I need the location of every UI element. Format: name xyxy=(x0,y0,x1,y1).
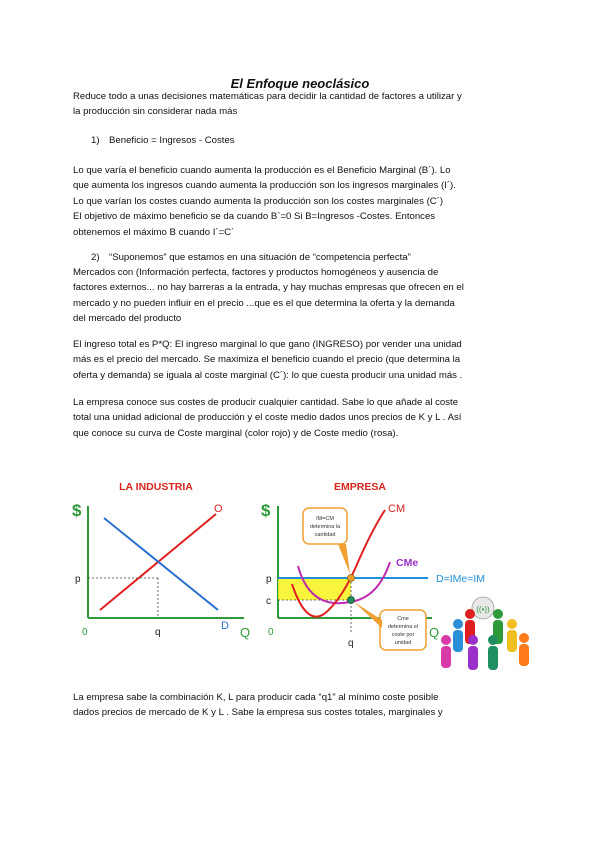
text-line: dados precios de mercado de K y L . Sabe la empresa sus costes totales, marginales y xyxy=(73,707,443,719)
text-line: Lo que varían los costes cuando aumenta la producción son los costes marginales (C´) xyxy=(73,195,444,207)
callout-bottom-line: unidad xyxy=(394,640,412,646)
text-line: El objetivo de máximo beneficio se da cuando B`=0 Si B=Ingresos -Costes. Entonces xyxy=(73,211,436,223)
list-item-2 xyxy=(91,250,531,265)
list-text: Beneficio = Ingresos - Costes xyxy=(109,135,235,146)
callout-top-line: IM=CM xyxy=(316,516,334,522)
industria-origin-label: 0 xyxy=(82,627,88,638)
empresa-x-axis-label: Q xyxy=(429,625,440,640)
list-number: 1) xyxy=(91,135,100,146)
callout-bottom-line: Cme xyxy=(397,616,409,622)
svg-text:((•)): ((•)) xyxy=(476,605,490,614)
marginal-paragraph xyxy=(73,163,533,240)
text-line: que aumenta los ingresos cuando aumenta la producción son los ingresos marginales (I´). xyxy=(73,180,456,192)
industria-x-axis-label: Q xyxy=(240,625,251,640)
intro-paragraph xyxy=(73,89,533,120)
list-number: 2) xyxy=(91,252,100,263)
empresa-p-label: p xyxy=(266,574,272,585)
industria-p-label: p xyxy=(75,574,81,585)
text-line: factores externos... no hay barreras a la entrada, y hay muchas empresas que ofrecen en el xyxy=(73,282,464,294)
demand-label: D=IMe=IM xyxy=(436,573,486,585)
page-title: El Enfoque neoclásico xyxy=(230,76,370,91)
equilibrium-point xyxy=(348,575,355,582)
callout-bottom-line: determina el xyxy=(387,624,419,630)
text-line: oferta y demanda) se iguala al coste marginal (C´): lo que cuesta producir una unidad más . xyxy=(73,369,463,381)
costes-paragraph xyxy=(73,395,533,441)
industria-supply-label: O xyxy=(214,503,223,515)
economics-figure xyxy=(60,474,550,686)
text-line: La empresa conoce sus costes de producir cualquier cantidad. Sabe lo que añade al coste xyxy=(73,397,459,408)
industria-demand-label: D xyxy=(221,620,229,632)
text-line: Lo que varía el beneficio cuando aumenta la producción es el Beneficio Marginal (B´). Lo xyxy=(73,165,451,176)
marginal-cost-label: CM xyxy=(388,503,406,515)
list-text: “Suponemos” que estamos en una situación de “competencia perfecta” xyxy=(109,252,411,263)
average-cost-label: CMe xyxy=(396,557,419,569)
callout-bottom-line: coste por xyxy=(391,632,415,638)
industria-y-axis-label: $ xyxy=(72,501,82,520)
empresa-title: EMPRESA xyxy=(334,481,386,493)
text-line: que conoce su curva de Coste marginal (color rojo) y de Coste medio (rosa). xyxy=(73,427,399,439)
text-line: El ingreso total es P*Q: El ingreso marginal lo que gano (INGRESO) por vender una unidad xyxy=(73,339,462,350)
text-line: Mercados con (Información perfecta, factores y productos homogéneos y ausencia de xyxy=(73,267,439,278)
industria-title: LA INDUSTRIA xyxy=(119,481,193,493)
empresa-y-axis-label: $ xyxy=(261,501,271,520)
callout-bottom-pointer xyxy=(354,602,382,628)
final-paragraph xyxy=(73,690,533,721)
text-line: del mercado del producto xyxy=(73,313,182,325)
people-group-illustration xyxy=(441,597,529,670)
empresa-origin-label: 0 xyxy=(268,627,274,638)
callout-top-line: cantidad xyxy=(314,532,336,538)
list-item-1 xyxy=(91,133,531,148)
average-cost-point xyxy=(348,597,355,604)
callout-top-pointer xyxy=(338,544,350,574)
text-line: total una unidad adicional de producción y el coste medio dados unos precios de K y L . Así xyxy=(73,412,462,424)
text-line: Reduce todo a unas decisiones matemáticas para decidir la cantidad de factores a utilizar y xyxy=(73,91,462,102)
empresa-c-label: c xyxy=(266,596,271,607)
text-line: más es el precio del mercado. Se maximiza el beneficio cuando el precio (que determina la xyxy=(73,354,461,366)
industria-q-label: q xyxy=(155,627,161,638)
empresa-q-label: q xyxy=(348,638,354,649)
industria-demand-curve xyxy=(104,518,218,610)
text-line: mercado y no pueden influir en el precio ...que es el que determina la oferta y la demanda xyxy=(73,297,455,309)
mercados-paragraph xyxy=(73,265,533,327)
callout-top-line: determina la xyxy=(309,524,341,530)
text-line: La empresa sabe la combinación K, L para producir cada “q1” al mínimo coste posible xyxy=(73,692,439,703)
text-line: la producción sin considerar nada más xyxy=(73,106,238,118)
text-line: obtenemos el máximo B cuando I´=C´ xyxy=(73,226,235,238)
ingreso-paragraph xyxy=(73,337,533,383)
